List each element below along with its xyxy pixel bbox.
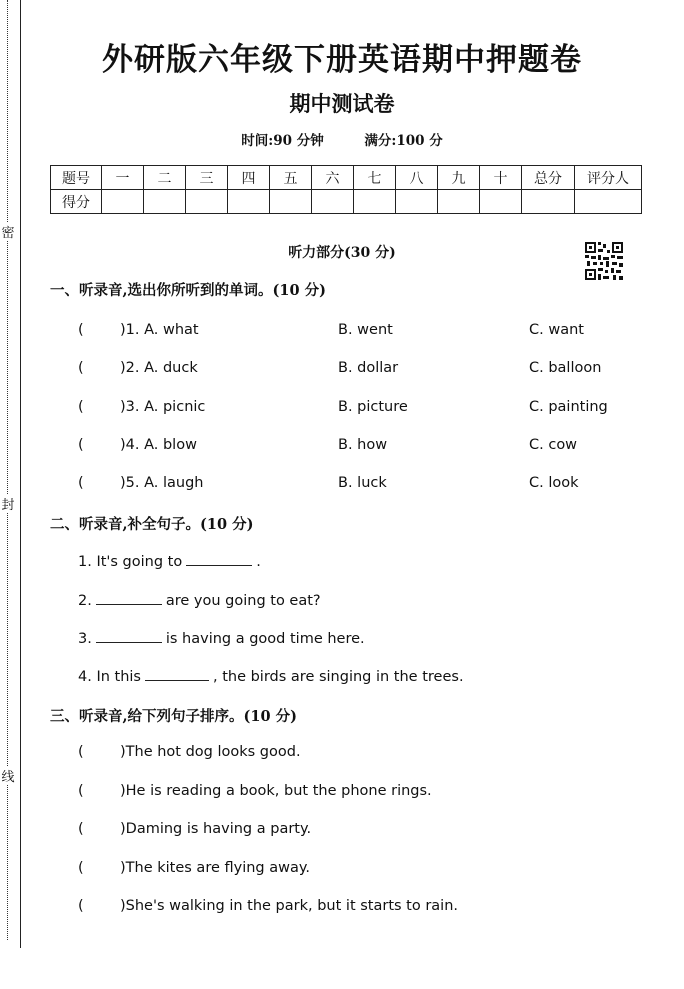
order-sentence: )He is reading a book, but the phone rings.	[120, 783, 432, 799]
exam-meta	[0, 129, 684, 149]
score-input-cell[interactable]	[270, 190, 312, 214]
fill-sentence	[78, 666, 464, 687]
part2-heading: 二、听录音,补全句子。(10 分)	[50, 516, 254, 533]
exam-title: 外研版六年级下册英语期中押题卷	[102, 42, 582, 78]
full-score: 满分:100 分	[364, 133, 443, 149]
option-c: C. cow	[529, 437, 578, 453]
answer-bracket[interactable]: (	[78, 744, 84, 760]
score-input-cell[interactable]	[480, 190, 522, 214]
score-header-cell: 五	[270, 166, 312, 190]
part3-item	[0, 858, 684, 878]
option-b: B. dollar	[338, 360, 399, 376]
option-a: )4. A. blow	[120, 437, 197, 453]
score-header-cell: 四	[228, 166, 270, 190]
sentence-end: are you going to eat?	[165, 593, 321, 609]
fill-sentence	[78, 590, 321, 611]
score-input-cell[interactable]	[186, 190, 228, 214]
answer-blank[interactable]	[186, 551, 252, 566]
sentence-end: .	[256, 554, 261, 570]
part2-item	[0, 628, 684, 648]
part3-item	[0, 742, 684, 762]
listening-section-title: 听力部分(30 分)	[288, 245, 396, 261]
part3-item	[0, 819, 684, 839]
answer-bracket[interactable]: (	[78, 783, 84, 799]
part1-question	[0, 473, 684, 493]
part2-item	[0, 666, 684, 686]
score-header-cell: 九	[438, 166, 480, 190]
score-input-cell[interactable]	[102, 190, 144, 214]
answer-blank[interactable]	[145, 666, 209, 681]
part2-item	[0, 590, 684, 610]
sentence-start: 3.	[78, 631, 92, 647]
score-input-cell[interactable]	[312, 190, 354, 214]
answer-bracket[interactable]: (	[78, 437, 84, 453]
score-header-cell: 三	[186, 166, 228, 190]
score-table-score-row	[51, 190, 642, 214]
score-input-cell[interactable]	[438, 190, 480, 214]
option-b: B. how	[338, 437, 388, 453]
time-limit: 时间:90 分钟	[241, 133, 324, 149]
option-b: B. went	[338, 322, 393, 338]
part3-heading: 三、听录音,给下列句子排序。(10 分)	[50, 708, 297, 725]
option-b: B. picture	[338, 399, 408, 415]
answer-blank[interactable]	[96, 628, 162, 643]
score-table	[50, 165, 642, 214]
score-table-header-row	[51, 166, 642, 190]
exam-subtitle: 期中测试卷	[289, 91, 395, 116]
part2-item	[0, 551, 684, 571]
score-header-cell: 十	[480, 166, 522, 190]
fill-sentence	[78, 628, 365, 649]
option-a: )5. A. laugh	[120, 475, 204, 491]
score-row-label: 得分	[51, 190, 102, 214]
score-header-cell: 一	[102, 166, 144, 190]
sentence-start: 4. In this	[78, 669, 141, 685]
part1-heading: 一、听录音,选出你所听到的单词。(10 分)	[50, 282, 326, 299]
score-input-cell[interactable]	[396, 190, 438, 214]
score-header-cell: 总分	[522, 166, 575, 190]
score-header-cell: 评分人	[575, 166, 642, 190]
option-c: C. look	[529, 475, 579, 491]
answer-bracket[interactable]: (	[78, 821, 84, 837]
option-a: )2. A. duck	[120, 360, 198, 376]
fill-sentence	[78, 551, 261, 572]
order-sentence: )She's walking in the park, but it starts to rain.	[120, 898, 459, 914]
answer-bracket[interactable]: (	[78, 860, 84, 876]
sentence-end: , the birds are singing in the trees.	[212, 669, 464, 685]
option-b: B. luck	[338, 475, 387, 491]
option-c: C. want	[529, 322, 584, 338]
answer-bracket[interactable]: (	[78, 322, 84, 338]
answer-bracket[interactable]: (	[78, 475, 84, 491]
part1-question	[0, 435, 684, 455]
option-c: C. balloon	[529, 360, 602, 376]
answer-blank[interactable]	[96, 590, 162, 605]
order-sentence: )The hot dog looks good.	[120, 744, 301, 760]
order-sentence: )The kites are flying away.	[120, 860, 310, 876]
part1-question	[0, 358, 684, 378]
option-c: C. painting	[529, 399, 608, 415]
score-input-cell[interactable]	[144, 190, 186, 214]
sentence-start: 1. It's going to	[78, 554, 183, 570]
score-header-cell: 六	[312, 166, 354, 190]
score-header-cell: 八	[396, 166, 438, 190]
score-input-cell[interactable]	[575, 190, 642, 214]
score-header-cell: 题号	[51, 166, 102, 190]
score-input-cell[interactable]	[354, 190, 396, 214]
score-input-cell[interactable]	[522, 190, 575, 214]
answer-bracket[interactable]: (	[78, 898, 84, 914]
answer-bracket[interactable]: (	[78, 360, 84, 376]
part1-question	[0, 397, 684, 417]
option-a: )3. A. picnic	[120, 399, 206, 415]
score-header-cell: 七	[354, 166, 396, 190]
margin-mark-mi: 密	[0, 222, 16, 241]
answer-bracket[interactable]: (	[78, 399, 84, 415]
part3-item	[0, 896, 684, 916]
part1-question	[0, 320, 684, 340]
part3-item	[0, 781, 684, 801]
sentence-end: is having a good time here.	[165, 631, 365, 647]
margin-mark-xian: 线	[0, 766, 16, 785]
qr-code-icon	[584, 241, 624, 281]
order-sentence: )Daming is having a party.	[120, 821, 312, 837]
score-input-cell[interactable]	[228, 190, 270, 214]
option-a: )1. A. what	[120, 322, 199, 338]
score-header-cell: 二	[144, 166, 186, 190]
sentence-start: 2.	[78, 593, 92, 609]
margin-mark-feng: 封	[0, 494, 16, 513]
